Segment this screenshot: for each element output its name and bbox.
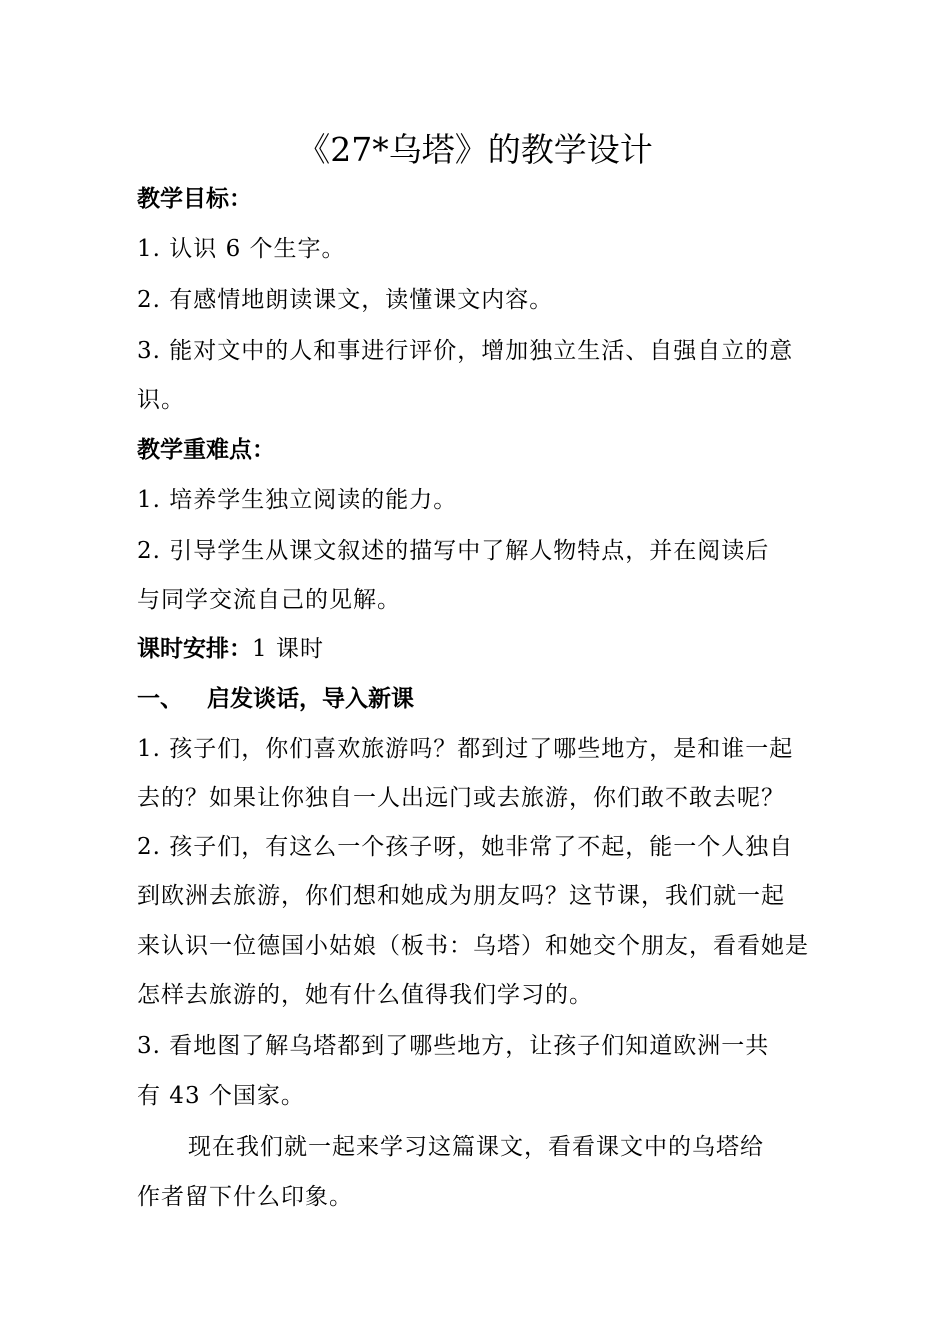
section-1-p1-line-2: 去的？如果让你独自一人出远门或去旅游，你们敢不敢去呢？ [137, 785, 785, 811]
schedule-line [137, 633, 827, 665]
section-1-p3-line-1: 3. 看地图了解乌塔都到了哪些地方，让孩子们知道欧洲一共 [137, 1033, 770, 1059]
schedule-value: 1 课时 [252, 636, 324, 662]
key-point-item-2-line-1: 2. 引导学生从课文叙述的描写中了解人物特点，并在阅读后 [137, 538, 770, 564]
key-points-heading: 教学重难点： [137, 437, 275, 463]
objective-item-3-line-2: 识。 [137, 387, 185, 413]
schedule-label: 课时安排： [137, 636, 252, 662]
section-1-p2-line-4: 怎样去旅游的，她有什么值得我们学习的。 [137, 982, 593, 1008]
section-1-p3-line-2: 有 43 个国家。 [137, 1083, 305, 1109]
section-1-p4-line-1: 现在我们就一起来学习这篇课文，看看课文中的乌塔给 [188, 1134, 764, 1160]
section-1-p2-line-3: 来认识一位德国小姑娘（板书：乌塔）和她交个朋友，看看她是 [137, 933, 809, 959]
objective-item-2: 2. 有感情地朗读课文，读懂课文内容。 [137, 287, 554, 313]
section-1-p1-line-1: 1. 孩子们，你们喜欢旅游吗？都到过了哪些地方，是和谁一起 [137, 736, 794, 762]
section-1-p2-line-1: 2. 孩子们，有这么一个孩子呀，她非常了不起，能一个人独自 [137, 834, 794, 860]
section-1-p2-line-2: 到欧洲去旅游，你们想和她成为朋友吗？这节课，我们就一起 [137, 883, 785, 909]
key-point-item-1: 1. 培养学生独立阅读的能力。 [137, 487, 458, 513]
objective-item-3-line-1: 3. 能对文中的人和事进行评价，增加独立生活、自强自立的意 [137, 338, 794, 364]
key-point-item-2-line-2: 与同学交流自己的见解。 [137, 587, 401, 613]
section-1-p4-line-2: 作者留下什么印象。 [137, 1184, 353, 1210]
section-1-heading: 一、 启发谈话，导入新课 [137, 686, 415, 712]
objective-item-1: 1. 认识 6 个生字。 [137, 236, 346, 262]
document-title: 《27*乌塔》的教学设计 [297, 130, 653, 169]
objectives-heading: 教学目标： [137, 186, 252, 212]
